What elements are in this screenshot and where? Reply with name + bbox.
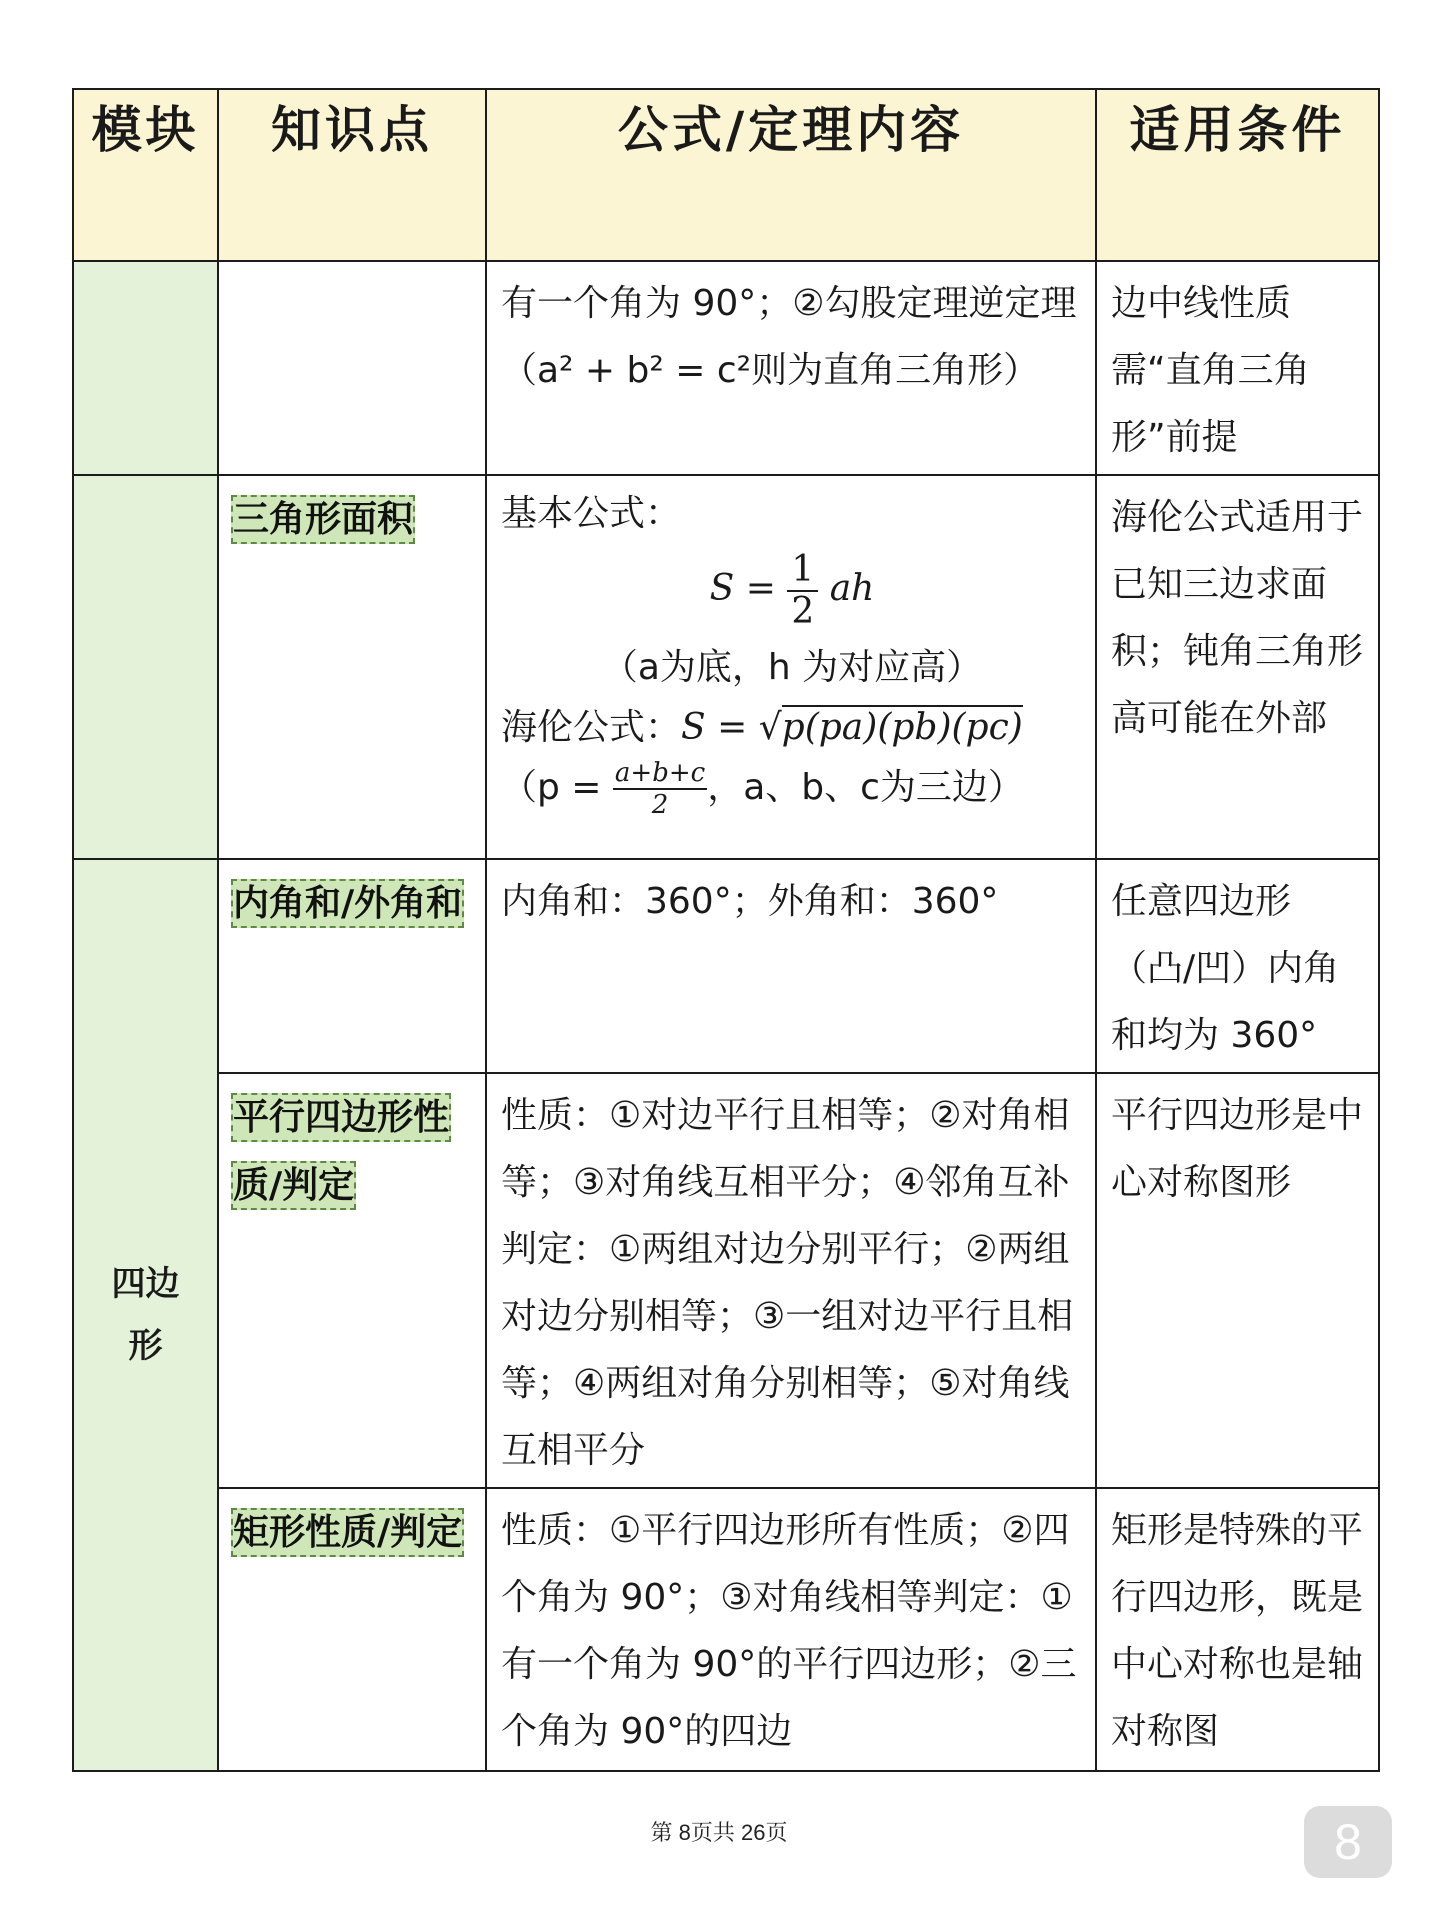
content-cell (486, 859, 1096, 1073)
content-cell (486, 475, 1096, 859)
heron-radicand: p(pa)(pb)(pc) (781, 707, 1023, 748)
table-row (73, 859, 1379, 1073)
knowledge-point-cell (218, 475, 486, 859)
heron-formula (501, 698, 1083, 758)
formula-table (72, 88, 1380, 1772)
header-module: 模块 (73, 89, 218, 261)
content-text: 有一个角为 90°；②勾股定理逆定理（a² + b² = c²则为直角三角形） (501, 283, 1077, 391)
p-suffix: ，a、b、c为三边） (707, 767, 1024, 808)
module-cell (73, 475, 218, 859)
table-row (73, 261, 1379, 475)
content-text: 内角和：360°；外角和：360° (501, 881, 999, 922)
header-formula: 公式/定理内容 (486, 89, 1096, 261)
header-row (73, 89, 1379, 261)
condition-cell (1096, 859, 1379, 1073)
content-intro: 基本公式： (501, 493, 682, 534)
condition-cell (1096, 475, 1379, 859)
header-knowledge-point: 知识点 (218, 89, 486, 261)
knowledge-point-cell (218, 261, 486, 475)
formula-lhs: S = (709, 568, 788, 609)
p-fraction (613, 758, 707, 820)
module-cell (73, 859, 218, 1771)
condition-text: 任意四边形（凸/凹）内角和均为 360° (1111, 881, 1340, 1056)
knowledge-point-cell (218, 859, 486, 1073)
condition-cell (1096, 261, 1379, 475)
formula-fraction (787, 550, 818, 632)
p-definition (501, 758, 1083, 820)
table-row (73, 1073, 1379, 1488)
knowledge-point-cell (218, 1073, 486, 1488)
module-label: 四边形 (111, 1264, 180, 1366)
knowledge-point-cell (218, 1488, 486, 1771)
table-row (73, 475, 1379, 859)
content-cell (486, 1073, 1096, 1488)
p-numerator: a+b+c (614, 758, 706, 788)
formula-denominator: 2 (791, 591, 815, 632)
area-formula (501, 544, 1083, 638)
p-denominator: 2 (651, 790, 669, 820)
module-cell (73, 261, 218, 475)
formula-rhs: ah (829, 568, 875, 609)
content-cell (486, 1488, 1096, 1771)
knowledge-point-tag: 矩形性质/判定 (231, 1508, 464, 1557)
knowledge-point-tag: 平行四边形性质/判定 (231, 1093, 451, 1210)
condition-cell (1096, 1488, 1379, 1771)
condition-cell (1096, 1073, 1379, 1488)
content-cell (486, 261, 1096, 475)
header-condition: 适用条件 (1096, 89, 1379, 261)
content-text: 性质：①平行四边形所有性质；②四个角为 90°；③对角线相等判定：①有一个角为 90°的平行四边形；②三个角为 90°的四边 (501, 1510, 1077, 1752)
table-row (73, 1488, 1379, 1771)
condition-text: 海伦公式适用于已知三边求面积；钝角三角形高可能在外部 (1111, 497, 1364, 739)
heron-lhs: S = √ (681, 707, 782, 748)
content-text: 性质：①对边平行且相等；②对角相等；③对角线互相平分；④邻角互补判定：①两组对边分别平行；②两组对边分别相等；③一组对边平行且相等；④两组对角分别相等；⑤对角线互相平分 (501, 1095, 1074, 1471)
formula-note: （a为底，h 为对应高） (601, 647, 983, 688)
knowledge-point-tag: 内角和/外角和 (231, 879, 464, 928)
page-number-badge: 8 (1304, 1806, 1392, 1878)
condition-text: 矩形是特殊的平行四边形，既是中心对称也是轴对称图 (1111, 1510, 1364, 1752)
knowledge-point-tag: 三角形面积 (231, 495, 415, 544)
formula-numerator: 1 (787, 550, 818, 592)
page-footer: 第 8页共 26页 (650, 1820, 788, 1845)
heron-label: 海伦公式： (501, 707, 682, 748)
condition-text: 平行四边形是中心对称图形 (1111, 1095, 1364, 1203)
p-prefix: （p = (501, 767, 613, 808)
condition-text: 边中线性质需“直角三角形”前提 (1111, 283, 1310, 458)
